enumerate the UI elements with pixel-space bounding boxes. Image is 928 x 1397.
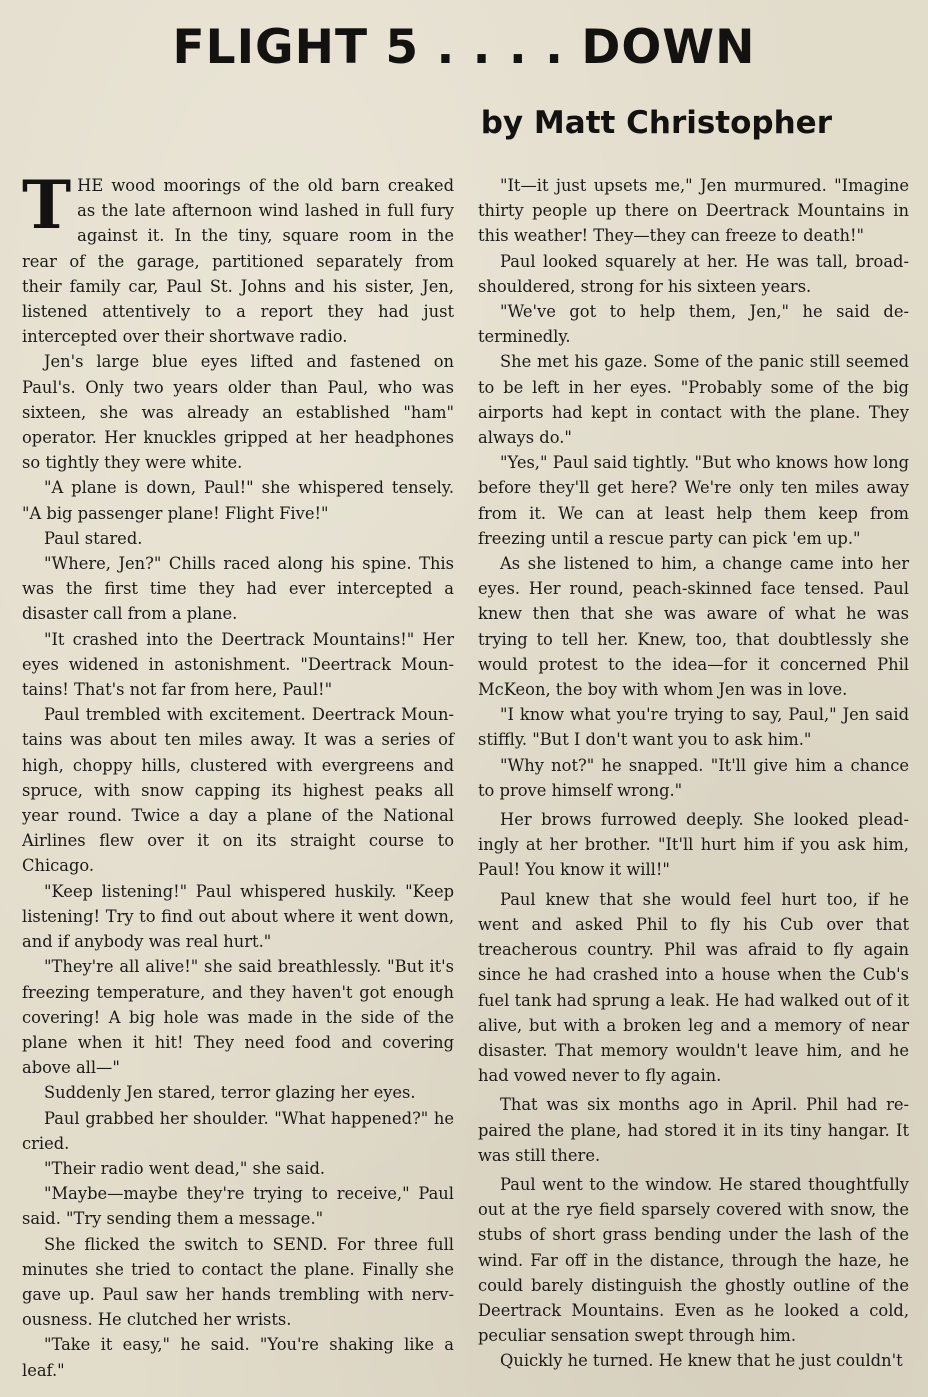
right-column	[478, 173, 909, 1374]
story-title: FLIGHT 5 . . . . DOWN	[172, 20, 756, 75]
paragraph: Jen's large blue eyes lifted and fastened on Paul's. Only two years older than Paul, who was sixteen, she was already an established "ham" operator. Her knuckles gripped at her headphones so tightly they were white.	[22, 352, 454, 473]
paragraph: Paul went to the window. He stared thoughtfully out at the rye field sparsely covered with snow, the stubs of short grass bending under the lash of the wind. Far off in the distance, through the haze, he could barely distinguish the ghostly outline of the Deertrack Mountains. Even as he looked a cold, peculiar sensation swept through him.	[478, 1174, 909, 1346]
paragraph: "Where, Jen?" Chills raced along his spine. This was the first time they had ever intercepted a disaster call from a plane.	[22, 554, 454, 624]
paragraph: Paul knew that she would feel hurt too, if he went and asked Phil to fly his Cub over that treacherous country. Phil was afraid to fly again since he had crashed into a house when the Cub's fuel tank had sprung a leak. He had walked out of it alive, but with a broken leg and a memory of near disaster. That memory wouldn't leave him, and he had vowed never to fly again.	[478, 889, 909, 1086]
paragraph: Quickly he turned. He knew that he just couldn't	[500, 1351, 903, 1371]
drop-cap: T	[22, 166, 72, 244]
left-column	[22, 166, 454, 1383]
paragraph: Her brows furrowed deeply. She looked pleadingly at her brother. "It'll hurt him if you ask him, Paul! You know it will!"	[478, 810, 909, 880]
paragraph: Suddenly Jen stared, terror glazing her eyes.	[44, 1083, 416, 1103]
paragraph: "Keep listening!" Paul whispered huskily. "Keep listening! Try to find out about where it went down, and if anybody was real hurt."	[22, 881, 454, 952]
paragraph: "Take it easy," he said. "You're shaking like a leaf."	[22, 1335, 454, 1380]
paragraph: That was six months ago in April. Phil had repaired the plane, had stored it in its tiny hangar. It was still there.	[478, 1095, 909, 1165]
paragraph: "It—it just upsets me," Jen murmured. "Imagine thirty people up there on Deertrack Mountains in this weather! They—they can freeze to death!"	[478, 176, 909, 246]
paragraph: She met his gaze. Some of the panic still seemed to be left in her eyes. "Probably some of the big airports had kept in contact with the plane. They always do."	[478, 352, 909, 448]
paragraph: "Maybe—maybe they're trying to receive," Paul said. "Try sending them a message."	[22, 1184, 454, 1229]
paragraph: "I know what you're trying to say, Paul," Jen said stiffly. "But I don't want you to ask him."	[478, 705, 909, 750]
paragraph: "Yes," Paul said tightly. "But who knows how long before they'll get here? We're only ten miles away from it. We can at least help them keep from freezing until a rescue party can pick 'em up."	[478, 453, 909, 548]
opening-paragraph	[22, 166, 454, 349]
paragraph: "Their radio went dead," she said.	[44, 1158, 326, 1178]
paragraph: "We've got to help them, Jen," he said determinedly.	[478, 302, 909, 347]
opening-paragraph-text: HE wood moorings of the old barn creaked as the late afternoon wind lashed in full fury against it. In the tiny, square room in the rear of the garage, partitioned separately from their family car, Paul St. Johns and his sister, Jen, listened attentively to a report they had just intercepted over their shortwave radio.	[22, 176, 454, 347]
paragraph: Paul grabbed her shoulder. "What happened?" he cried.	[22, 1108, 454, 1153]
paragraph: Paul stared.	[44, 528, 143, 548]
paragraph: She flicked the switch to SEND. For three full minutes she tried to contact the plane. Finally she gave up. Paul saw her hands trembling with nervousness. He clutched her wrists.	[22, 1234, 454, 1330]
paragraph: Paul looked squarely at her. He was tall, broadshouldered, strong for his sixteen years.	[478, 251, 909, 296]
paragraph: "They're all alive!" she said breathlessly. "But it's freezing temperature, and they haven't got enough covering! A big hole was made in the side of the plane when it hit! They need food and covering above all—"	[22, 957, 454, 1078]
paragraph: Paul trembled with excitement. Deertrack Mountains was about ten miles away. It was a series of high, choppy hills, clustered with evergreens and spruce, with snow capping its highest peaks all year round. Twice a day a plane of the National Airlines flew over it on its straight course to Chicago.	[22, 705, 454, 876]
paragraph: "Why not?" he snapped. "It'll give him a chance to prove himself wrong."	[478, 755, 909, 800]
paragraph: "A plane is down, Paul!" she whispered tensely. "A big passenger plane! Flight Five!"	[22, 478, 454, 523]
paragraph: As she listened to him, a change came into her eyes. Her round, peach-skinned face tensed. Paul knew then that she was aware of what he was trying to tell her. Knew, too, that doubtlessly she would protest to the idea—for it concerned Phil McKeon, the boy with whom Jen was in love.	[478, 554, 909, 700]
author-byline: by Matt Christopher	[480, 105, 832, 141]
paragraph: "It crashed into the Deertrack Mountains!" Her eyes widened in astonishment. "Deertrack Mountains! That's not far from here, Paul!"	[22, 629, 454, 700]
